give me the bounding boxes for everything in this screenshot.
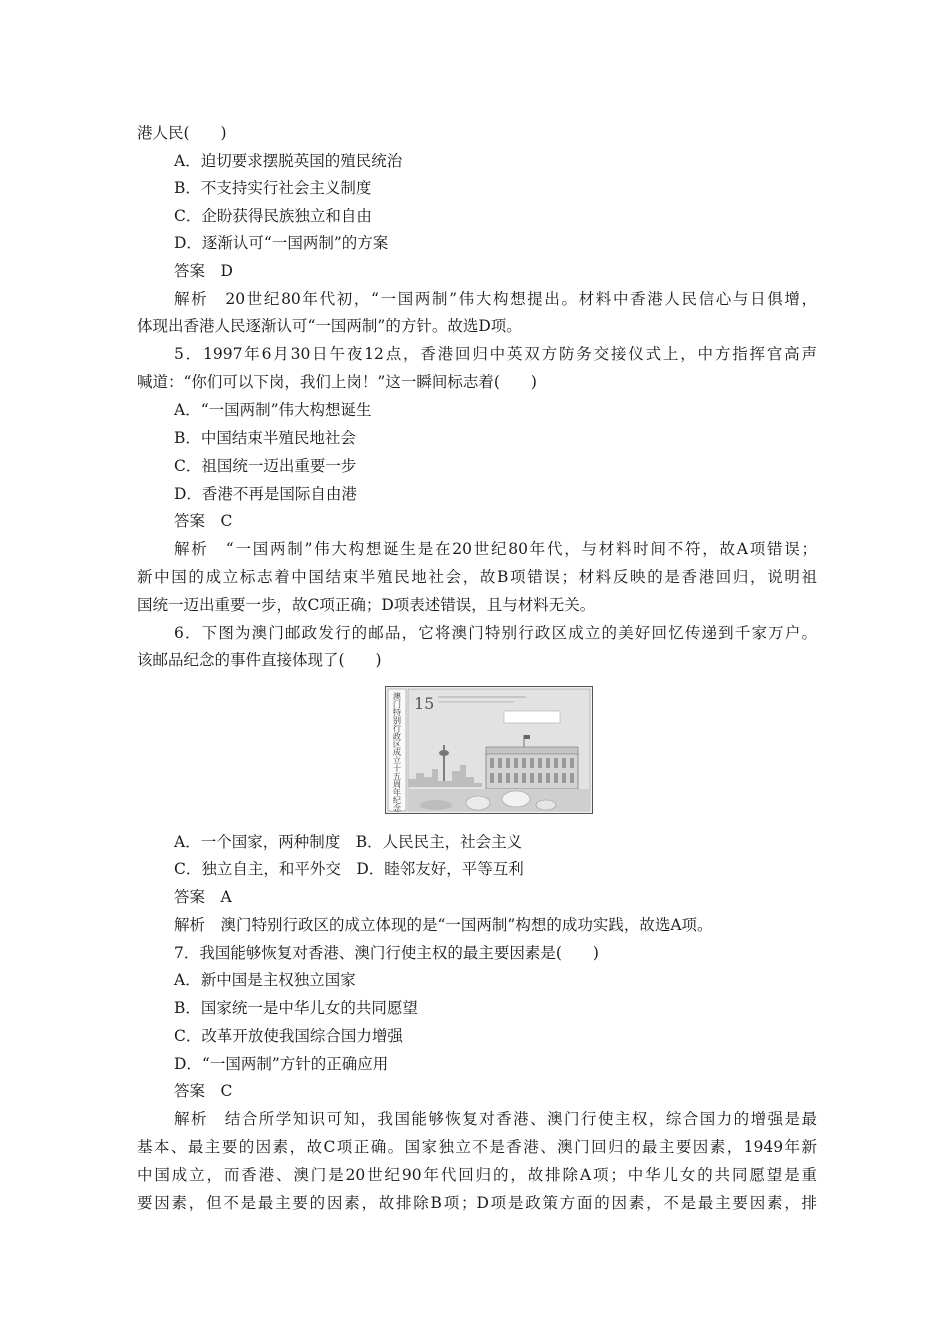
svg-text:政: 政: [392, 731, 402, 741]
explanation-line: 要因素，但不是最主要的因素，故排除B项；D项是政策方面的因素，不是最主要因素，排: [137, 1194, 817, 1212]
svg-text:立: 立: [392, 755, 402, 765]
svg-text:门: 门: [392, 699, 402, 709]
answer: 答案 D: [174, 262, 233, 280]
question-5-cont: 喊道：“你们可以下岗，我们上岗！”这一瞬间标志着( ): [137, 373, 537, 391]
option-c: C．祖国统一迈出重要一步: [174, 457, 357, 475]
answer: 答案 C: [174, 512, 233, 530]
svg-text:年: 年: [392, 787, 402, 797]
answer: 答案 A: [174, 888, 232, 906]
svg-text:纪: 纪: [392, 795, 402, 805]
svg-text:十: 十: [392, 763, 402, 773]
svg-text:成: 成: [392, 747, 402, 757]
options-cd: C．独立自主，和平外交 D．睦邻友好，平等互利: [174, 860, 524, 878]
question-5: 5．1997年6月30日午夜12点，香港回归中英双方防务交接仪式上，中方指挥官高声: [174, 345, 817, 363]
svg-text:五: 五: [392, 771, 402, 781]
explanation-line: 解析 20世纪80年代初，“一国两制”伟大构想提出。材料中香港人民信心与日俱增，: [174, 290, 817, 308]
explanation-line: 中国成立，而香港、澳门是20世纪90年代回归的，故排除A项；中华儿女的共同愿望是重: [137, 1166, 817, 1184]
option-a: A．新中国是主权独立国家: [174, 971, 356, 989]
svg-text:澳: 澳: [392, 691, 402, 701]
svg-text:区: 区: [392, 739, 402, 749]
explanation-line: 解析 澳门特别行政区的成立体现的是“一国两制”构想的成功实践，故选A项。: [174, 916, 713, 934]
option-d: D．“一国两制”方针的正确应用: [174, 1055, 389, 1073]
svg-text:别: 别: [392, 715, 402, 725]
option-a: A．“一国两制”伟大构想诞生: [174, 401, 372, 419]
explanation-line: 解析 “一国两制”伟大构想诞生是在20世纪80年代，与材料时间不符，故A项错误；: [174, 540, 817, 558]
text-line: 港人民( ): [137, 124, 227, 142]
options-ab: A．一个国家，两种制度 B．人民民主，社会主义: [174, 833, 523, 851]
explanation-line: 解析 结合所学知识可知，我国能够恢复对香港、澳门行使主权，综合国力的增强是最: [174, 1110, 817, 1128]
question-6: 6．下图为澳门邮政发行的邮品，它将澳门特别行政区成立的美好回忆传递到千家万户。: [174, 624, 817, 642]
option-d: D．香港不再是国际自由港: [174, 485, 357, 503]
svg-text:周: 周: [392, 779, 402, 789]
option-c: C．改革开放使我国综合国力增强: [174, 1027, 403, 1045]
question-6-cont: 该邮品纪念的事件直接体现了( ): [137, 651, 382, 669]
option-c: C．企盼获得民族独立和自由: [174, 207, 372, 225]
svg-text:特: 特: [392, 707, 402, 717]
svg-text:行: 行: [392, 723, 402, 733]
answer: 答案 C: [174, 1082, 233, 1100]
option-a: A．迫切要求摆脱英国的殖民统治: [174, 152, 403, 170]
svg-text:15: 15: [414, 694, 435, 713]
question-7: 7．我国能够恢复对香港、澳门行使主权的最主要因素是( ): [174, 944, 599, 962]
explanation-line: 体现出香港人民逐渐认可“一国两制”的方针。故选D项。: [137, 317, 522, 335]
explanation-line: 基本、最主要的因素，故C项正确。国家独立不是香港、澳门回归的最主要因素，1949年新: [137, 1138, 817, 1156]
option-d: D．逐渐认可“一国两制”的方案: [174, 234, 389, 252]
svg-text:念: 念: [392, 803, 402, 813]
option-b: B．国家统一是中华儿女的共同愿望: [174, 999, 418, 1017]
option-b: B．中国结束半殖民地社会: [174, 429, 356, 447]
explanation-line: 新中国的成立标志着中国结束半殖民地社会，故B项错误；材料反映的是香港回归，说明祖: [137, 568, 817, 586]
option-b: B．不支持实行社会主义制度: [174, 179, 372, 197]
stamp-image: [385, 686, 593, 814]
explanation-line: 国统一迈出重要一步，故C项正确；D项表述错误，且与材料无关。: [137, 596, 596, 614]
